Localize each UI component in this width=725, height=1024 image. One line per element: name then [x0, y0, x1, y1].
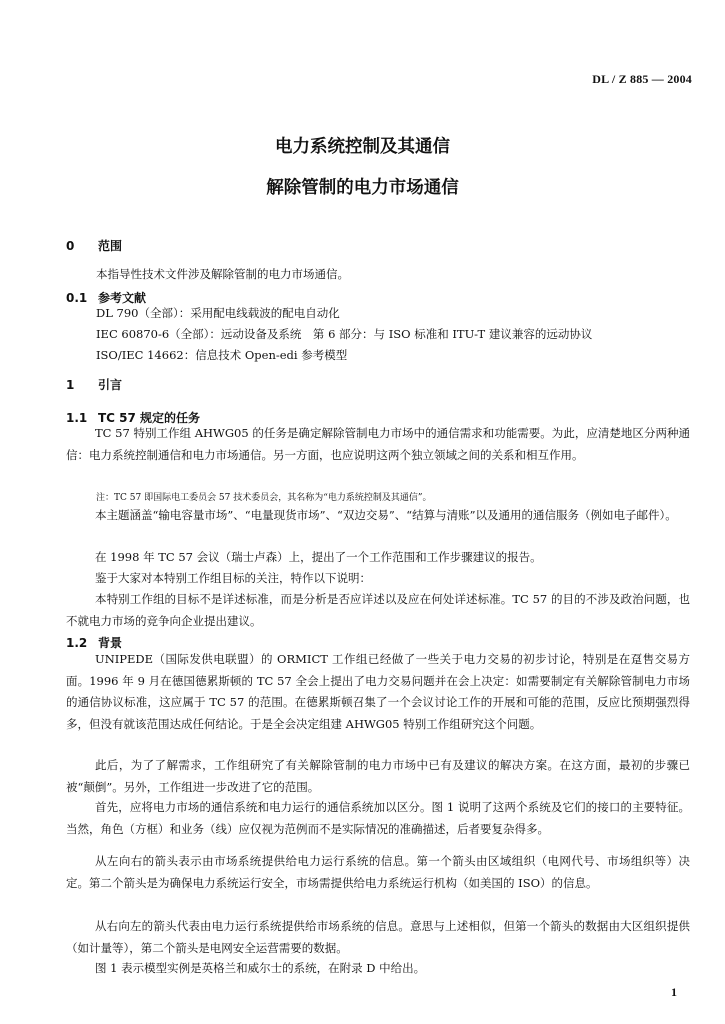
paragraph: 本特别工作组的目标不是详述标准，而是分析是否应详述以及应在何处详述标准。TC 57 的目的不涉及政治问题，也不就电力市场的竞争向企业提出建议。	[66, 592, 690, 628]
document-title-line2: 解除管制的电力市场通信	[266, 178, 459, 198]
paragraph: 此后，为了了解需求，工作组研究了有关解除管制的电力市场中已有及建议的解决方案。在这方面，最初的步骤已被“颠倒”。另外，工作组进一步改进了它的范围。	[66, 758, 690, 794]
section-0-title: 范围	[98, 239, 123, 253]
section-0-text: 本指导性技术文件涉及解除管制的电力市场通信。	[96, 267, 349, 281]
section-1-2-number: 1.2	[66, 636, 88, 650]
note: 注：TC 57 即国际电工委员会 57 技术委员会，其名称为“电力系统控制及其通信”。	[96, 493, 432, 503]
reference-item: DL 790（全部）：采用配电线载波的配电自动化	[96, 306, 340, 320]
paragraph: 从右向左的箭头代表由电力运行系统提供给市场系统的信息。意思与上述相似，但第一个箭头的数据由大区组织提供（如计量等），第二个箭头是电网安全运营需要的数据。	[66, 919, 690, 955]
section-0-number: 0	[66, 239, 75, 253]
section-1-title: 引言	[98, 378, 123, 392]
section-0-1-title: 参考文献	[98, 291, 147, 305]
paragraph: TC 57 特别工作组 AHWG05 的任务是确定解除管制电力市场中的通信需求和功能需要。为此，应清楚地区分两种通信：电力系统控制通信和电力市场通信。另一方面，也应说明这两个独立领域之间的关系和相互作用。	[66, 426, 690, 462]
section-1-1-title: TC 57 规定的任务	[98, 411, 201, 425]
section-1-number: 1	[66, 378, 75, 392]
section-0-1-number: 0.1	[66, 291, 88, 305]
section-1-heading	[66, 376, 122, 393]
document-title-line1: 电力系统控制及其通信	[275, 137, 450, 157]
paragraph: 图 1 表示模型实例是英格兰和威尔士的系统，在附录 D 中给出。	[95, 961, 426, 975]
section-1-1-number: 1.1	[66, 411, 88, 425]
paragraph: 首先，应将电力市场的通信系统和电力运行的通信系统加以区分。图 1 说明了这两个系统及它们的接口的主要特征。当然，角色（方框）和业务（线）应仅视为范例而不是实际情况的准确描述，后者要复杂得多。	[66, 800, 690, 836]
reference-item: ISO/IEC 14662：信息技术 Open-edi 参考模型	[96, 348, 348, 362]
paragraph: 鉴于大家对本特别工作组目标的关注，特作以下说明：	[95, 571, 371, 585]
standard-number: DL / Z 885 — 2004	[592, 72, 692, 86]
section-1-2-title: 背景	[98, 636, 123, 650]
paragraph: 从左向右的箭头表示由市场系统提供给电力运行系统的信息。第一个箭头由区域组织（电网代号、市场组织等）决定。第二个箭头是为确保电力系统运行安全，市场需提供给电力系统运行机构（如美国的 ISO）的信息。	[66, 854, 690, 890]
section-0-heading	[66, 237, 122, 254]
paragraph: 在 1998 年 TC 57 会议（瑞士卢森）上，提出了一个工作范围和工作步骤建议的报告。	[95, 550, 542, 564]
section-0-1-heading	[66, 289, 146, 306]
reference-item: IEC 60870-6（全部）：远动设备及系统 第 6 部分：与 ISO 标准和 ITU-T 建议兼容的远动协议	[96, 327, 593, 341]
page-number: 1	[671, 985, 677, 999]
paragraph: 本主题涵盖“输电容量市场”、“电量现货市场”、“双边交易”、“结算与清账”以及通用的通信服务（例如电子邮件）。	[95, 508, 677, 522]
paragraph: UNIPEDE（国际发供电联盟）的 ORMICT 工作组已经做了一些关于电力交易的初步讨论，特别是在趸售交易方面。1996 年 9 月在德国德累斯顿的 TC 57 全会上提出了电力交易问题并在会上决定：如需要制定有关解除管制电力市场的通信协议标准，这应属于 TC 57 的范围。在德累斯顿召集了一个会议讨论工作的开展和可能的范围，反应比预期强烈得多，但没有就该范围达成任何结论。于是全会决定组建 AHWG05 特别工作组研究这个问题。	[66, 652, 690, 731]
